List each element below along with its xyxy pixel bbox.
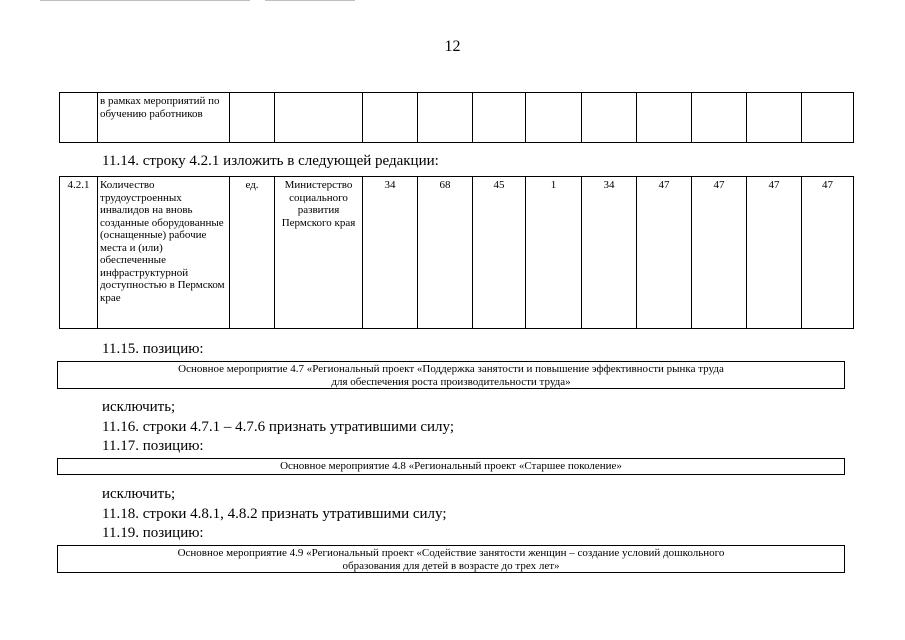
activity-box-line: для обеспечения роста производительности труда» — [331, 375, 571, 388]
cell-indicator-name: в рамках мероприятий по обучению работников — [98, 93, 230, 143]
activity-box-line: образования для детей в возрасте до трех лет» — [342, 559, 560, 572]
cell-responsible — [275, 93, 363, 143]
activity-box-line: Основное мероприятие 4.7 «Региональный проект «Поддержка занятости и повышение эффективности рынка труда — [178, 363, 724, 375]
cell-value: 34 — [582, 177, 637, 329]
scan-edge-line-right — [265, 0, 355, 1]
paragraph-exclude: исключить; — [102, 399, 176, 415]
cell-value — [473, 93, 526, 143]
cell-value — [582, 93, 637, 143]
cell-value — [526, 93, 582, 143]
cell-value — [747, 93, 802, 143]
cell-unit — [230, 93, 275, 143]
page-number: 12 — [444, 38, 461, 55]
table-row-4-2-1 — [59, 176, 854, 329]
cell-value: 47 — [802, 177, 854, 329]
paragraph-11-16: 11.16. строки 4.7.1 – 4.7.6 признать утратившими силу; — [102, 419, 454, 435]
activity-box-line: Основное мероприятие 4.8 «Региональный проект «Старшее поколение» — [280, 460, 622, 472]
cell-value — [363, 93, 418, 143]
paragraph-11-19: 11.19. позицию: — [102, 525, 204, 541]
cell-number — [60, 93, 98, 143]
cell-value — [418, 93, 473, 143]
cell-value: 1 — [526, 177, 582, 329]
table-row — [60, 93, 854, 143]
cell-value — [692, 93, 747, 143]
table-row — [60, 177, 854, 329]
paragraph-11-18: 11.18. строки 4.8.1, 4.8.2 признать утратившими силу; — [102, 506, 447, 522]
cell-indicator-name: Количество трудоустроенных инвалидов на вновь созданные оборудованные (оснащенные) рабочие места и (или) обеспеченные инфраструктурной доступностью в Пермском крае — [98, 177, 230, 329]
cell-value: 47 — [692, 177, 747, 329]
paragraph-11-17: 11.17. позицию: — [102, 438, 204, 454]
paragraph-11-15: 11.15. позицию: — [102, 341, 204, 357]
scan-edge-line-left — [40, 0, 250, 1]
cell-value — [637, 93, 692, 143]
activity-box-4-8 — [57, 458, 845, 475]
cell-value: 68 — [418, 177, 473, 329]
paragraph-11-14: 11.14. строку 4.2.1 изложить в следующей редакции: — [102, 153, 439, 169]
cell-value: 47 — [637, 177, 692, 329]
cell-responsible: Министерство социального развития Пермского края — [275, 177, 363, 329]
cell-value: 45 — [473, 177, 526, 329]
cell-number: 4.2.1 — [60, 177, 98, 329]
table-continued-row — [59, 92, 854, 143]
activity-box-line: Основное мероприятие 4.9 «Региональный проект «Содействие занятости женщин – создание условий дошкольного — [177, 547, 725, 559]
cell-unit: ед. — [230, 177, 275, 329]
cell-value: 47 — [747, 177, 802, 329]
activity-box-4-9 — [57, 545, 845, 573]
cell-value — [802, 93, 854, 143]
paragraph-exclude: исключить; — [102, 486, 176, 502]
cell-value: 34 — [363, 177, 418, 329]
activity-box-4-7 — [57, 361, 845, 389]
